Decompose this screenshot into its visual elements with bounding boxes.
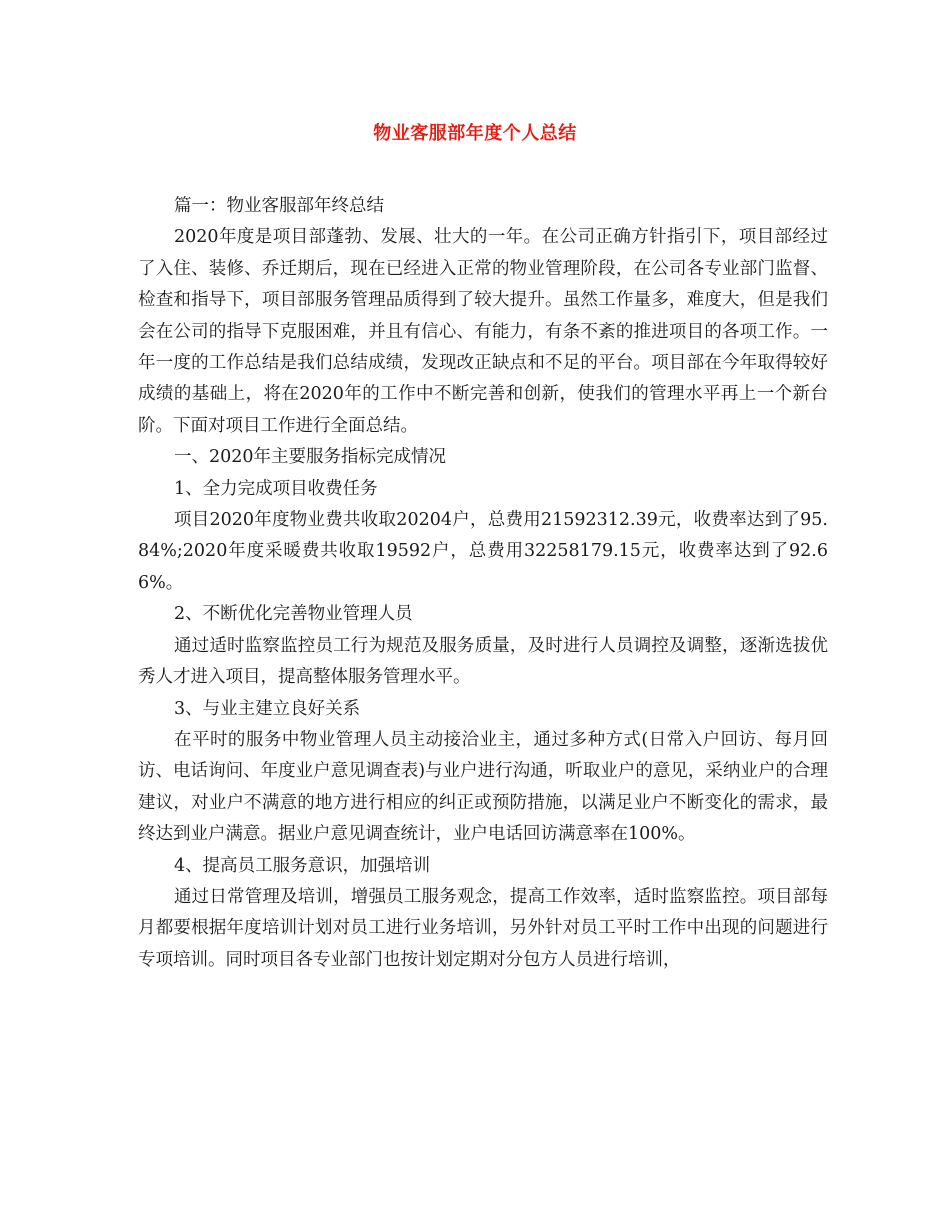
paragraph: 通过适时监察监控员工行为规范及服务质量，及时进行人员调控及调整，逐渐选拔优秀人才进入项目，提高整体服务管理水平。 (138, 635, 828, 688)
paragraph: 项目2020年度物业费共收取20204户，总费用21592312.39元，收费率达到了95.84%;2020年度采暖费共收取19592户，总费用32258179.15元，收费率达到了92.66%。 (138, 510, 828, 593)
subsection-heading: 3、与业主建立良好关系 (174, 698, 361, 719)
paragraph: 在平时的服务中物业管理人员主动接洽业主，通过多种方式(日常入户回访、每月回访、电话询问、年度业户意见调查表)与业户进行沟通，听取业户的意见，采纳业户的合理建议，对业户不满意的地方进行相应的纠正或预防措施，以满足业户不断变化的需求，最终达到业户满意。据业户意见调查统计，业户电话回访满意率在100%。 (138, 729, 828, 845)
document-body (138, 191, 828, 976)
section-heading: 一、2020年主要服务指标完成情况 (174, 447, 447, 468)
section-heading: 篇一：物业客服部年终总结 (174, 196, 384, 216)
subsection-heading: 1、全力完成项目收费任务 (174, 478, 378, 499)
document-title: 物业客服部年度个人总结 (373, 123, 577, 144)
subsection-heading: 2、不断优化完善物业管理人员 (174, 604, 413, 625)
paragraph: 2020年度是项目部蓬勃、发展、壮大的一年。在公司正确方针指引下，项目部经过了入住、装修、乔迁期后，现在已经进入正常的物业管理阶段，在公司各专业部门监督、检查和指导下，项目部服务管理品质得到了较大提升。虽然工作量多，难度大，但是我们会在公司的指导下克服困难，并且有信心、有能力，有条不紊的推进项目的各项工作。一年一度的工作总结是我们总结成绩，发现改正缺点和不足的平台。项目部在今年取得较好成绩的基础上，将在2020年的工作中不断完善和创新，使我们的管理水平再上一个新台阶。下面对项目工作进行全面总结。 (138, 227, 828, 436)
paragraph: 通过日常管理及培训，增强员工服务观念，提高工作效率，适时监察监控。项目部每月都要根据年度培训计划对员工进行业务培训，另外针对员工平时工作中出现的问题进行专项培训。同时项目各专业部门也按计划定期对分包方人员进行培训， (138, 886, 828, 970)
subsection-heading: 4、提高员工服务意识，加强培训 (174, 855, 431, 876)
